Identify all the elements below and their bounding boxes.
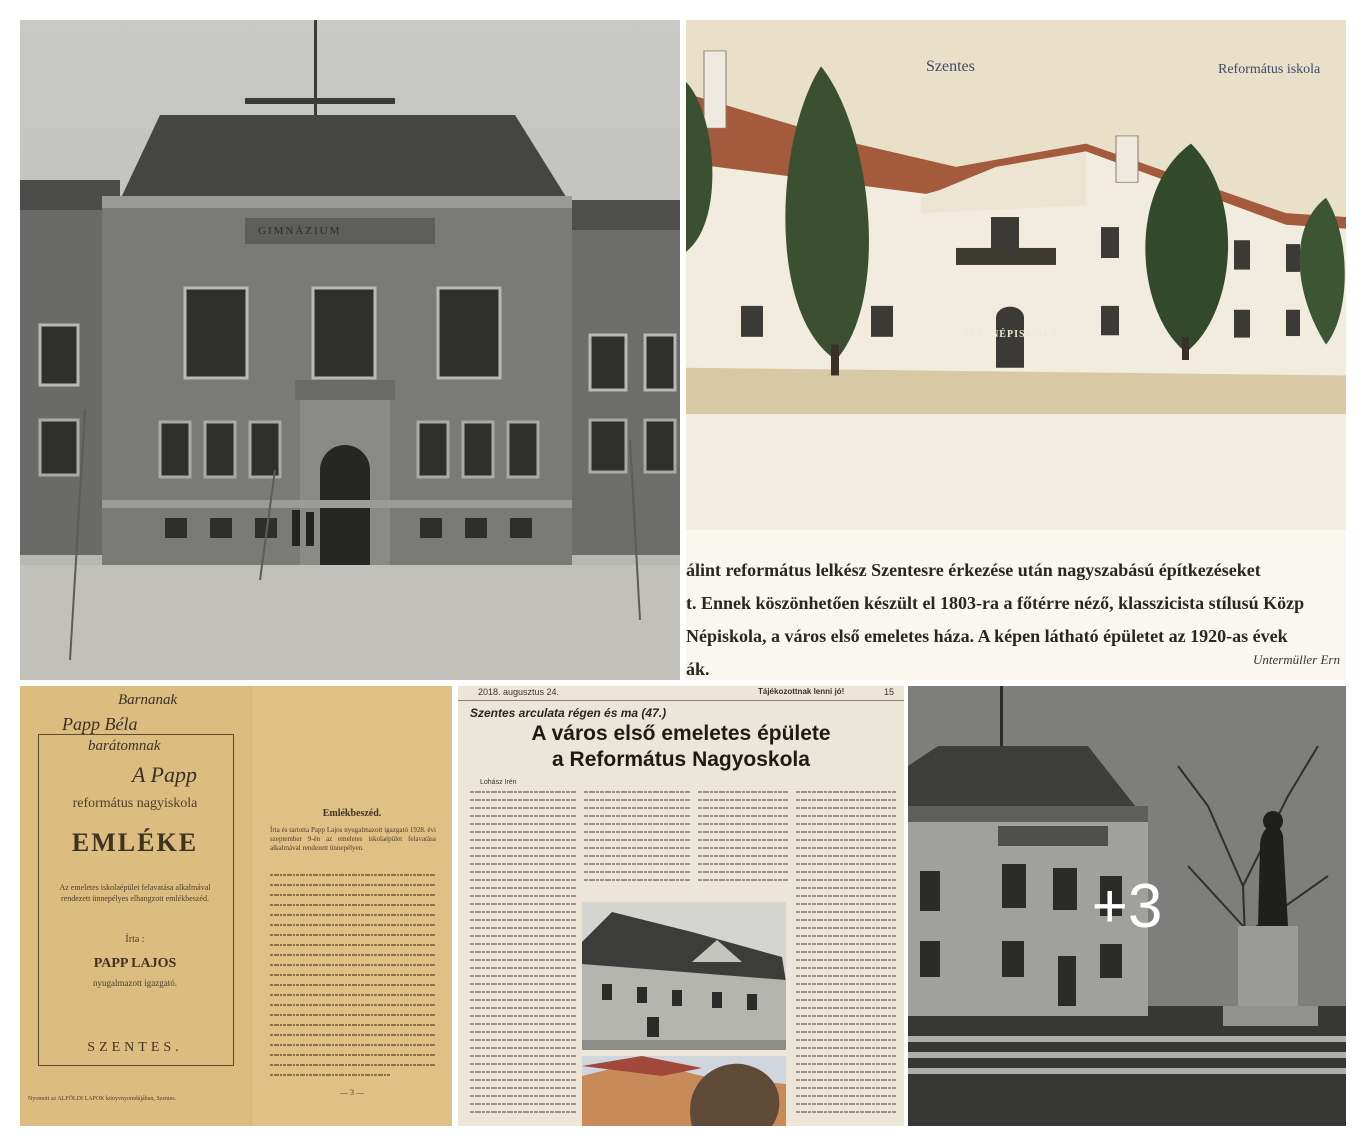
caption-line-3: Népiskola, a város első emeletes háza. A képen látható épületet az 1920-as évek (686, 626, 1288, 646)
article-headline-1: A város első emeletes épülete (531, 722, 831, 745)
more-photos-overlay[interactable] (908, 686, 1346, 1126)
photo-newspaper-article[interactable] (458, 686, 904, 1126)
booklet-subtitle: Az emeletes iskolaépület felavatása alkalmával rendezett ünnepélyes elhangzott emlékbeszéd. (59, 883, 211, 903)
postcard-building-sign: REF. NÉPISKOLA (962, 329, 1059, 340)
body-text-lines (270, 871, 436, 1081)
handwriting-line-3: barátomnak (88, 738, 161, 754)
photo-more-with-count[interactable] (908, 686, 1346, 1126)
more-photos-count: +3 (1091, 871, 1163, 941)
article-author: Lohász Irén (480, 779, 517, 786)
emlekbeszed-heading: Emlékbeszéd. (322, 808, 382, 819)
booklet-line1: református nagyiskola (72, 796, 198, 811)
booklet-printer: Nyomott az ALFÖLDI LAPOK könyvnyomdájában, Szentes. (28, 1096, 177, 1102)
article-headline-2: a Református Nagyoskola (552, 748, 810, 771)
gimnazium-sign: GIMNÁZIUM (258, 225, 342, 237)
postcard-image (686, 20, 1346, 530)
newspaper-date: 2018. augusztus 24. (478, 687, 560, 697)
photo-booklet-emleke[interactable] (20, 686, 452, 1126)
gimnazium-building-image (20, 20, 680, 680)
newspaper-slogan: Tájékozottnak lenni jó! (758, 687, 845, 696)
booklet-right-page (252, 686, 452, 1126)
booklet-place: SZENTES. (87, 1040, 183, 1055)
article-photo-color (582, 1056, 786, 1126)
caption-line-4: ák. (686, 659, 710, 679)
postcard-town-label: Szentes (926, 58, 975, 75)
booklet-author-role: nyugalmazott igazgató. (93, 978, 177, 988)
handwriting-line-4: A Papp (132, 762, 197, 787)
booklet-left-page (20, 686, 250, 1126)
postcard-caption (686, 530, 1346, 680)
booklet-author: PAPP LAJOS (93, 956, 177, 971)
handwriting-line-2: Papp Béla (62, 714, 138, 734)
article-photo-bw (582, 902, 786, 1050)
photo-gimnazium-bw[interactable] (20, 20, 680, 680)
handwriting-line-1: Barnanak (118, 692, 178, 708)
booklet-by: Írta : (125, 934, 145, 945)
caption-line-2: t. Ennek köszönhetően készült el 1803-ra a főtérre néző, klasszicista stílusú Közp (686, 593, 1305, 613)
newspaper-header-bar (458, 686, 904, 701)
postcard-school-label: Református iskola (1218, 62, 1321, 77)
article-series: Szentes arculata régen és ma (47.) (470, 706, 667, 720)
photo-postcard-reformatus-iskola[interactable] (686, 20, 1346, 680)
caption-line-1: álint református lelkész Szentesre érkezése után nagyszabású építkezéseket (686, 560, 1261, 580)
photo-credit: Untermüller Ern (1252, 652, 1340, 667)
booklet-title: EMLÉKE (71, 828, 199, 857)
booklet-page-number: — 3 — (340, 1088, 364, 1097)
emlekbeszed-intro: Írta és tartotta Papp Lajos nyugalmazott igazgató 1928. évi szeptember 9-én az emeletes iskolaépület felavatása alkalmával rendezett ünnepélyen. (270, 826, 436, 852)
newspaper-page-number: 15 (884, 687, 895, 697)
